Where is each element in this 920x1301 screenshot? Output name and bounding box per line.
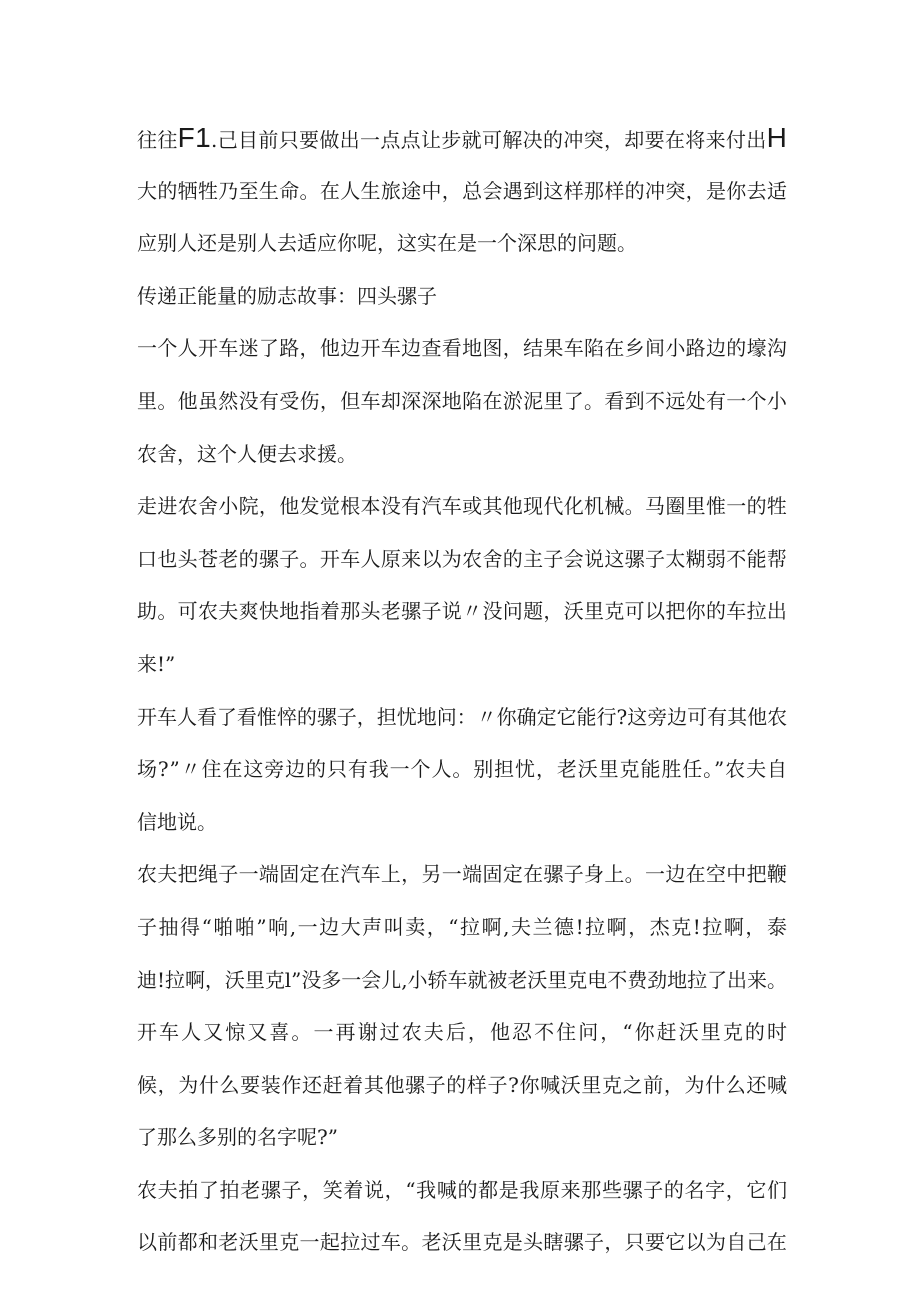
text-line: 传递正能量的励志故事：四头骡子 xyxy=(137,283,437,308)
text-line: 开车人看了看惟悴的骡子，担忧地问：〃你确定它能行?这旁边可有其他农 xyxy=(137,704,788,729)
text-line: 开车人又惊又喜。一再谢过农夫后，他忍不住问，“你赶沃里克的时 xyxy=(137,1020,790,1045)
text-line: 场?”〃住在这旁边的只有我一个人。别担忧，老沃里克能胜任。”农夫自 xyxy=(137,757,788,782)
body-text xyxy=(137,112,790,1269)
text-line: 农夫拍了拍老骡子，笑着说，“我喊的都是我原来那些骡子的名字，它们 xyxy=(137,1177,788,1202)
text-line: 应别人还是别人去适应你呢，这实在是一个深思的问题。 xyxy=(137,231,637,256)
text-line: 口也头苍老的骡子。开车人原来以为农舍的主子会说这骡子太糊弱不能帮 xyxy=(137,546,788,571)
text-line: 了那么多别的名字呢?” xyxy=(137,1125,338,1150)
text-line: 信地说。 xyxy=(137,809,217,834)
text-line: 迪!拉啊，沃里克l”没多一会儿,小轿车就被老沃里克电不费劲地拉了出来。 xyxy=(137,967,787,992)
text-line: 来!” xyxy=(137,651,176,676)
text-line: 农夫把绳子一端固定在汽车上，另一端固定在骡子身上。一边在空中把鞭 xyxy=(137,862,788,887)
text-line: 以前都和老沃里克一起拉过车。老沃里克是头瞎骡子，只要它以为自己在 xyxy=(137,1230,788,1255)
text-line: 助。可农夫爽快地指着那头老骡子说〃没问题，沃里克可以把你的车拉出 xyxy=(137,599,788,624)
text-line: 往往F1.己目前只要做出一点点让步就可解决的冲突，却要在将来付出H xyxy=(137,122,788,153)
latin-glyph: F1 xyxy=(177,122,212,153)
text-line: 里。他虽然没有受伤，但车却深深地陷在淤泥里了。看到不远处有一个小 xyxy=(137,388,788,413)
text-line: 候，为什么要装作还赶着其他骡子的样子?你喊沃里克之前，为什么还喊 xyxy=(137,1072,788,1097)
text-line: 走进农舍小院，他发觉根本没有汽车或其他现代化机械。马圈里惟一的牲 xyxy=(137,494,788,519)
latin-glyph: H xyxy=(766,122,788,153)
text-line: 大的牺牲乃至生命。在人生旅途中，总会遇到这样那样的冲突，是你去适 xyxy=(137,178,788,203)
text-line: 农舍，这个人便去求援。 xyxy=(137,441,357,466)
text-line: 一个人开车迷了路，他边开车边查看地图，结果车陷在乡间小路边的壕沟 xyxy=(137,336,788,361)
text-line: 子抽得“啪啪”响,一边大声叫卖，“拉啊,夫兰德!拉啊，杰克!拉啊，泰 xyxy=(137,914,789,939)
